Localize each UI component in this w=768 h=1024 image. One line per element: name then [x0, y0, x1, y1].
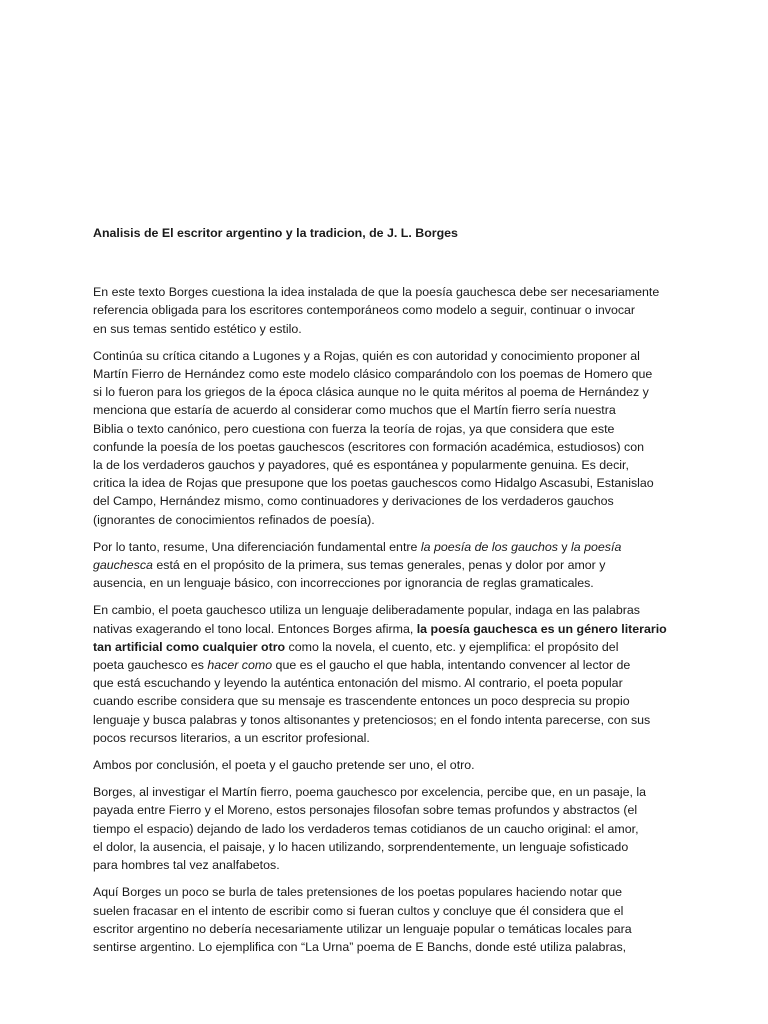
text-line: confunde la poesía de los poetas gauchescos (escritores con formación académica, estudiosos) con — [93, 439, 645, 454]
text-line — [93, 538, 678, 556]
text-line: sentirse argentino. Lo ejemplifica con “La Urna” poema de E Banchs, donde esté utiliza palabras, — [93, 939, 627, 954]
paragraph-4 — [93, 601, 678, 747]
text-line: Borges, al investigar el Martín fierro, poema gauchesco por excelencia, percibe que, en un pasaje, la — [93, 785, 647, 800]
text-line: Ambos por conclusión, el poeta y el gaucho pretende ser uno, el otro. — [93, 758, 475, 773]
text-line: Martín Fierro de Hernández como este modelo clásico comparándolo con los poemas de Homero que — [93, 367, 653, 382]
text-run: Por lo tanto, resume, Una diferenciación fundamental entre — [93, 539, 421, 554]
paragraph-1 — [93, 283, 678, 338]
text-line: ausencia, en un lenguaje básico, con incorrecciones por ignorancia de reglas gramaticales. — [93, 576, 594, 591]
text-run: como la novela, el cuento, etc. y ejemplifica: el propósito del — [285, 639, 619, 654]
paragraph-6 — [93, 783, 678, 874]
text-line — [93, 556, 678, 574]
text-line — [93, 620, 678, 638]
document-body — [93, 224, 678, 965]
text-line: critica la idea de Rojas que presupone que los poetas gauchescos como Hidalgo Ascasubi, Estanislao — [93, 476, 654, 491]
paragraph-3 — [93, 538, 678, 593]
text-line: en sus temas sentido estético y estilo. — [93, 321, 302, 336]
text-line: la de los verdaderos gauchos y payadores, qué es espontánea y popularmente genuina. Es decir, — [93, 458, 629, 473]
document-title: Analisis de El escritor argentino y la tradicion, de J. L. Borges — [93, 226, 458, 240]
text-line: menciona que estaría de acuerdo al considerar como muchos que el Martín fierro sería nuestra — [93, 403, 616, 418]
paragraph-7 — [93, 883, 678, 956]
italic-text: hacer como — [207, 658, 273, 673]
text-line: suelen fracasar en el intento de escribir como si fueran cultos y concluye que él considera que el — [93, 903, 624, 918]
text-line — [93, 638, 678, 656]
text-run: nativas exagerando el tono local. Entonces Borges afirma, — [93, 621, 417, 636]
text-line: el dolor, la ausencia, el paisaje, y lo hacen utilizando, sorprendentemente, un lenguaje sofisticado — [93, 839, 629, 854]
italic-text: gauchesca — [93, 558, 153, 573]
text-run: que es el gaucho el que habla, intentando convencer al lector de — [272, 658, 631, 673]
bold-text: la poesía gauchesca es un género literario — [416, 621, 667, 636]
text-line: payada entre Fierro y el Moreno, estos personajes filosofan sobre temas profundos y abstractos (el — [93, 803, 638, 818]
italic-text: la poesía de los gauchos — [420, 539, 558, 554]
text-line: Biblia o texto canónico, pero cuestiona con fuerza la teoría de rojas, ya que considera que este — [93, 421, 615, 436]
text-line: cuando escribe considera que su mensaje es trascendente entonces un poco desprecia su propio — [93, 694, 630, 709]
text-line: que está escuchando y leyendo la auténtica entonación del mismo. Al contrario, el poeta popular — [93, 676, 623, 691]
text-line: tiempo el espacio) dejando de lado los verdaderos temas cotidianos de un caucho original: el amor, — [93, 821, 639, 836]
text-line: lenguaje y busca palabras y tonos altisonantes y pretenciosos; en el fondo intenta parecerse, con sus — [93, 712, 651, 727]
text-line: pocos recursos literarios, a un escritor profesional. — [93, 730, 370, 745]
text-run: y — [557, 539, 572, 554]
text-line: Aquí Borges un poco se burla de tales pretensiones de los poetas populares haciendo notar que — [93, 885, 623, 900]
italic-text: la poesía — [571, 539, 622, 554]
text-line: referencia obligada para los escritores contemporáneos como modelo a seguir, continuar o invocar — [93, 303, 636, 318]
text-line: (ignorantes de conocimientos refinados de poesía). — [93, 512, 375, 527]
paragraph-5 — [93, 756, 678, 774]
text-run: está en el propósito de la primera, sus temas generales, penas y dolor por amor y — [152, 558, 606, 573]
bold-text: tan artificial como cualquier otro — [93, 639, 286, 654]
text-line: escritor argentino no debería necesariamente utilizar un lenguaje popular o temáticas locales para — [93, 921, 632, 936]
text-line: del Campo, Hernández mismo, como continuadores y derivaciones de los verdaderos gauchos — [93, 494, 614, 509]
text-line: Continúa su crítica citando a Lugones y a Rojas, quién es con autoridad y conocimiento proponer al — [93, 348, 640, 363]
text-run: poeta gauchesco es — [93, 658, 208, 673]
text-line: para hombres tal vez analfabetos. — [93, 858, 280, 873]
text-line: En este texto Borges cuestiona la idea instalada de que la poesía gauchesca debe ser necesariamente — [93, 285, 660, 300]
text-line: si lo fueron para los griegos de la época clásica aunque no le quita méritos al poema de Hernández y — [93, 385, 649, 400]
text-line — [93, 656, 678, 674]
paragraph-2 — [93, 347, 678, 529]
text-line: En cambio, el poeta gauchesco utiliza un lenguaje deliberadamente popular, indaga en las palabras — [93, 603, 640, 618]
